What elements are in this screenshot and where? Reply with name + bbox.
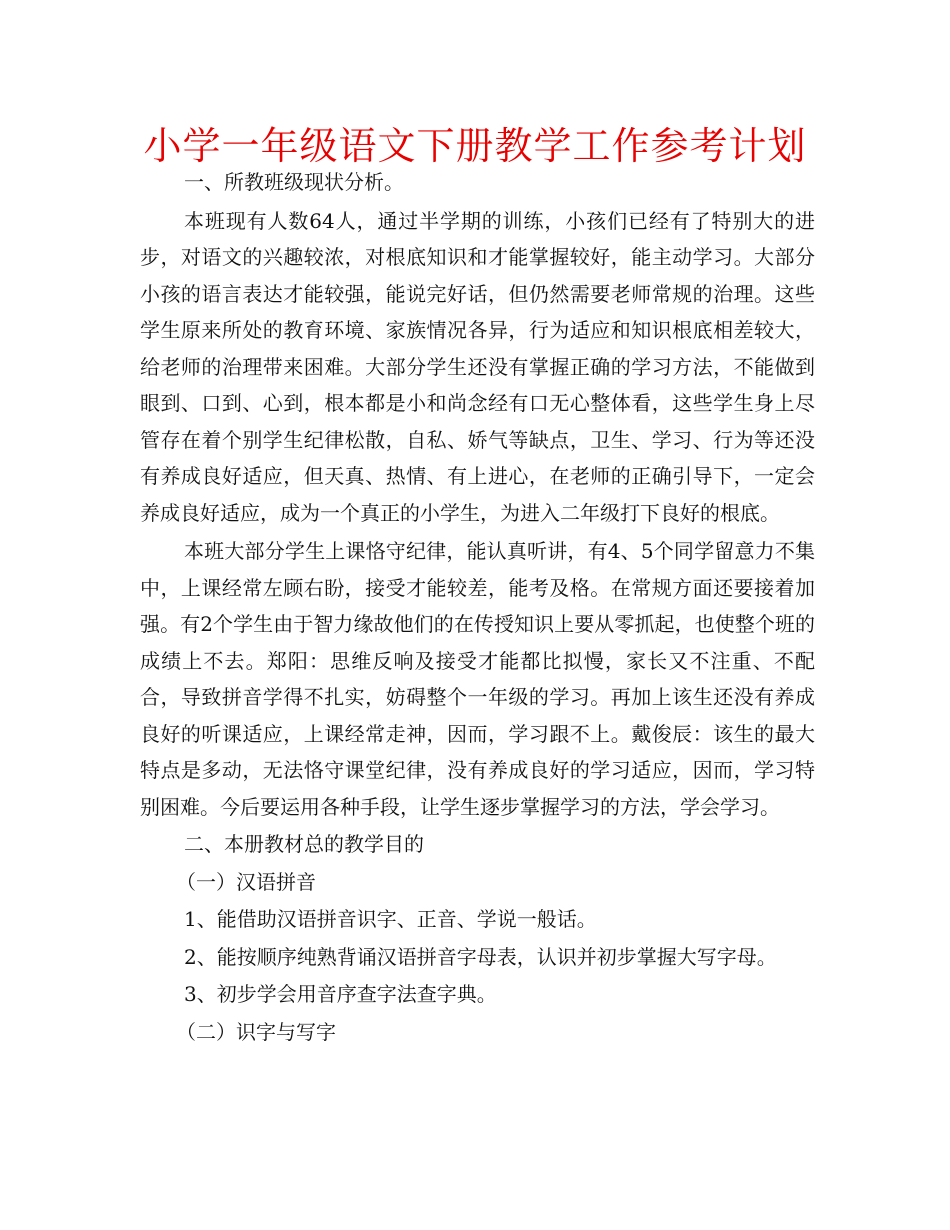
paragraph-class-overview: 本班现有人数64人，通过半学期的训练，小孩们已经有了特别大的进步，对语文的兴趣较浓，对根底知识和才能掌握较好，能主动学习。大部分小孩的语言表达才能较强，能说完好话，但仍然需要老师常规的治理。这些学生原来所处的教育环境、家族情况各异，行为适应和知识根底相差较大，给老师的治理带来困难。大部分学生还没有掌握正确的学习方法，不能做到眼到、口到、心到，根本都是小和尚念经有口无心整体看，这些学生身上尽管存在着个别学生纪律松散，自私、娇气等缺点，卫生、学习、行为等还没有养成良好适应，但天真、热情、有上进心，在老师的正确引导下，一定会养成良好适应，成为一个真正的小学生，为进入二年级打下良好的根底。 <box>140 208 815 525</box>
section-heading-2: 二、本册教材总的教学目的 <box>184 832 424 856</box>
list-item: 2、能按顺序纯熟背诵汉语拼音字母表，认识并初步掌握大写字母。 <box>184 944 777 969</box>
objectives-list <box>140 826 815 1050</box>
document-title: 小学一年级语文下册教学工作参考计划 <box>143 124 807 168</box>
section-heading-1: 一、所教班级现状分析。 <box>184 170 404 194</box>
list-item: 3、初步学会用音序查字法查字典。 <box>184 982 497 1006</box>
list-item: 1、能借助汉语拼音识字、正音、学说一般话。 <box>184 907 597 931</box>
paragraph-student-details: 本班大部分学生上课恪守纪律，能认真听讲，有4、5个同学留意力不集中，上课经常左顾右盼，接受才能较差，能考及格。在常规方面还要接着加强。有2个学生由于智力缘故他们的在传授知识上要从零抓起，也使整个班的成绩上不去。郑阳：思维反响及接受才能都比拟慢，家长又不注重、不配合，导致拼音学得不扎实，妨碍整个一年级的学习。再加上该生还没有养成良好的听课适应，上课经常走神，因而，学习跟不上。戴俊辰：该生的最大特点是多动，无法恪守课堂纪律，没有养成良好的学习适应，因而，学习特别困难。今后要运用各种手段，让学生逐步掌握学习的方法，学会学习。 <box>140 539 815 819</box>
subheading-literacy: （二）识字与写字 <box>176 1019 336 1044</box>
document-body <box>140 164 815 1050</box>
subheading-pinyin: （一）汉语拼音 <box>176 869 316 894</box>
